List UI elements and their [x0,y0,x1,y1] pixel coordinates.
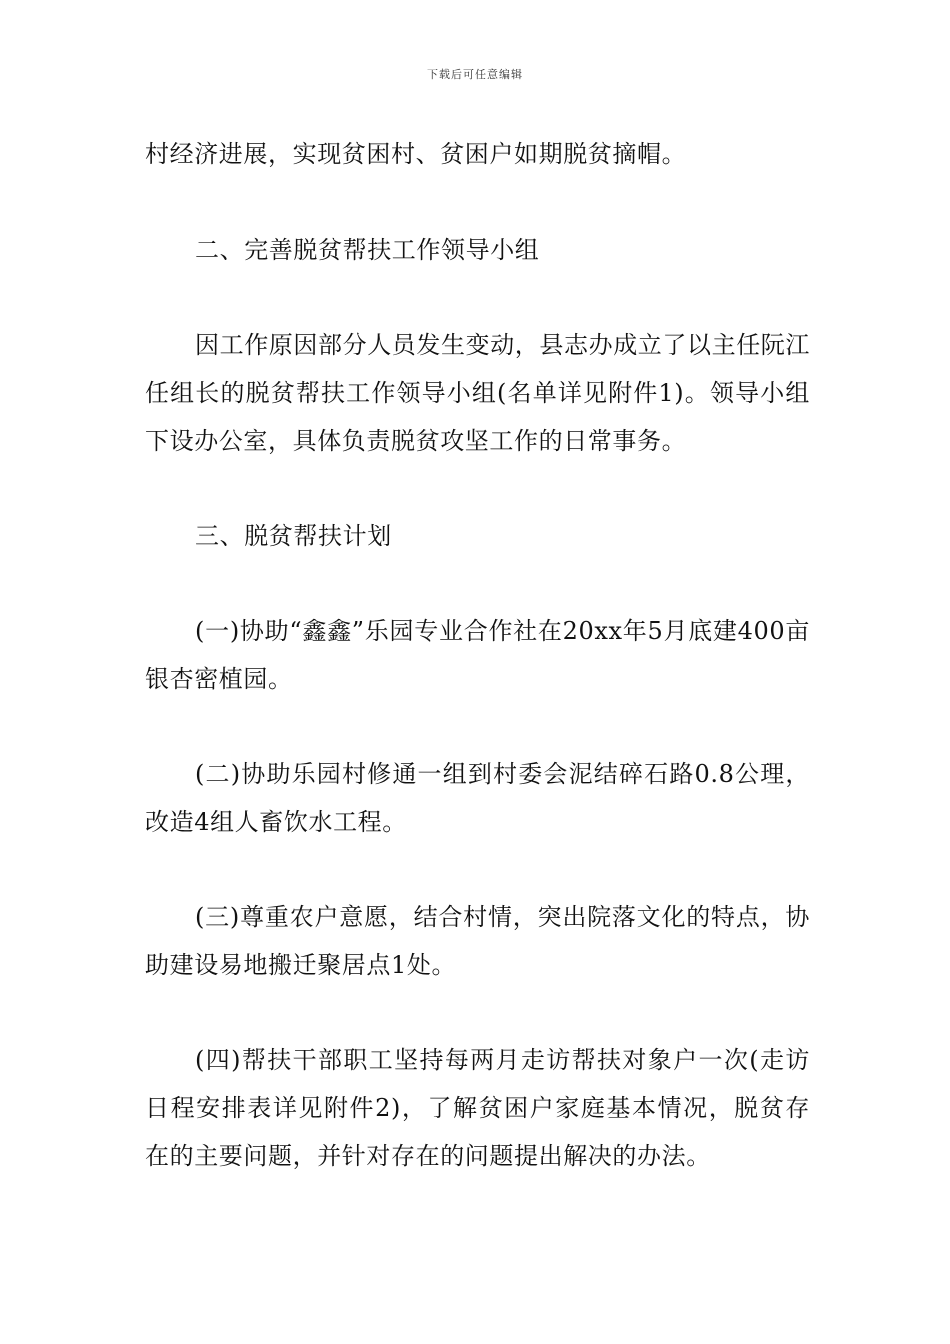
paragraph-continuation: 村经济进展，实现贫困村、贫困户如期脱贫摘帽。 [145,140,687,168]
paragraph-leadership-group: 因工作原因部分人员发生变动，县志办成立了以主任阮江任组长的脱贫帮扶工作领导小组(名单详见附件1)。领导小组下设办公室，具体负责脱贫攻坚工作的日常事务。 [145,331,810,455]
plan-item-2: (二)协助乐园村修通一组到村委会泥结碎石路0.8公理，改造4组人畜饮水工程。 [145,760,810,836]
page-header-note: 下载后可任意编辑 [427,68,523,81]
section-heading-2: 二、完善脱贫帮扶工作领导小组 [195,236,540,264]
document-body [145,130,810,1227]
section-heading-3: 三、脱贫帮扶计划 [195,522,392,550]
plan-item-3: (三)尊重农户意愿，结合村情，突出院落文化的特点，协助建设易地搬迁聚居点1处。 [145,903,810,979]
plan-item-4: (四)帮扶干部职工坚持每两月走访帮扶对象户一次(走访日程安排表详见附件2)，了解贫困户家庭基本情况，脱贫存在的主要问题，并针对存在的问题提出解决的办法。 [145,1046,810,1170]
plan-item-1: (一)协助“鑫鑫”乐园专业合作社在20xx年5月底建400亩银杏密植园。 [145,617,810,693]
